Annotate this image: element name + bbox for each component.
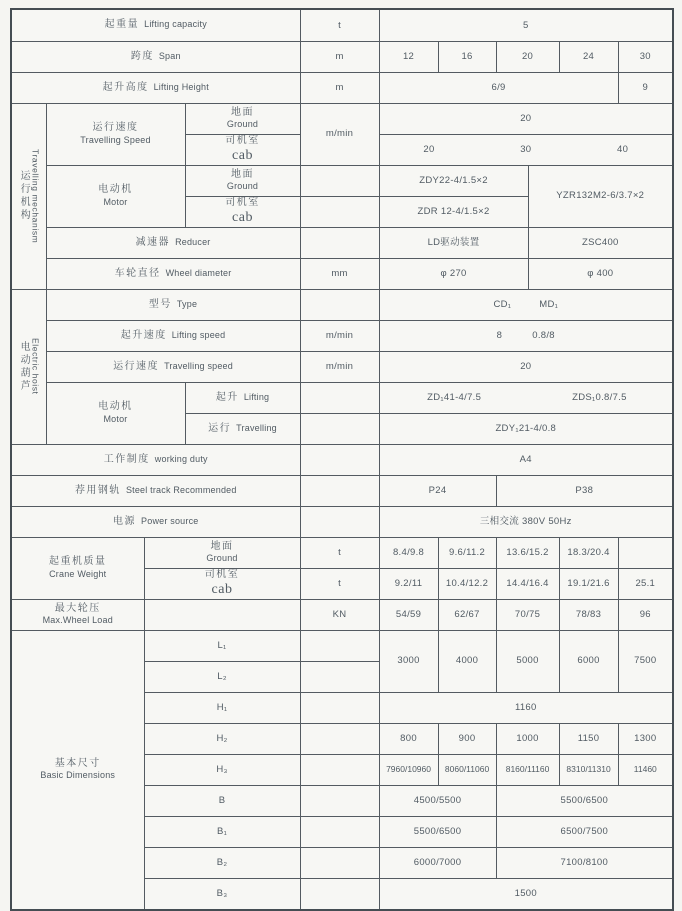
span-unit: m [300,41,379,72]
hoist-motor-lifting-label-en: Lifting [243,391,270,402]
hoist-motor-lifting-v1: ZD₁41-4/7.5 [427,391,482,403]
dim-l-30: 7500 [618,630,673,692]
hoist-type-value-pair [381,299,672,310]
dim-h3-unit-empty [300,754,379,785]
lifting-height-label-zh: 起升高度 [102,81,149,93]
row-power-source [11,506,673,537]
crane-weight-ground-label-zh: 地面 [210,540,234,552]
dim-h1-unit-empty [300,692,379,723]
reducer-label-zh: 减速器 [135,236,171,248]
wheel-diameter-left-value: φ 270 [379,258,528,289]
travelling-speed-label-zh: 运行速度 [92,122,139,134]
ground-label-en: Ground [226,119,259,130]
hoist-type-md: MD₁ [539,298,559,310]
span-value-12: 12 [379,41,438,72]
dim-b1-label: B₁ [144,816,300,847]
lifting-height-label-en: Lifting Height [153,81,209,92]
crane-weight-cab-unit: t [300,568,379,599]
steel-track-left-value: P24 [379,475,496,506]
max-wheel-load-unit: KN [300,599,379,630]
lifting-capacity-label-zh: 起重量 [104,19,140,31]
cab-speed-40: 40 [617,143,629,155]
motor-cab-label-en: cab [232,210,253,225]
dim-b-label: B [144,785,300,816]
lifting-capacity-label-en: Lifting capacity [144,19,207,30]
basic-dimensions-label-zh: 基本尺寸 [54,757,101,769]
hoist-travelling-speed-value: 20 [379,351,673,382]
wheel-diameter-label-en: Wheel diameter [165,267,232,278]
dim-b1-unit-empty [300,816,379,847]
steel-track-label-zh: 荐用钢轨 [74,484,121,496]
dim-l1-unit-empty [300,630,379,661]
hoist-motor-lifting-label [185,382,300,413]
hoist-lifting-speed-label-zh: 起升速度 [120,329,167,341]
motor-cab-label-zh: 司机室 [225,196,260,208]
hoist-lifting-speed-v1: 8 [496,329,503,341]
power-source-unit-empty [300,506,379,537]
travel-motor-ground-label [185,165,300,196]
dim-h2-unit-empty [300,723,379,754]
hoist-lifting-speed-label [46,320,300,351]
max-wheel-load-sublabel-empty [144,599,300,630]
crane-weight-cab-label-en: cab [211,582,233,597]
reducer-right-value: ZSC400 [528,227,673,258]
hoist-type-unit-empty [300,289,379,320]
crane-weight-label [11,537,144,599]
travel-motor-ground-value: ZDY22-4/1.5×2 [379,165,528,196]
reducer-label [46,227,300,258]
reducer-label-en: Reducer [175,236,211,247]
travelling-speed-cab-label [185,134,300,165]
hoist-motor-travelling-value: ZDY₁21-4/0.8 [379,413,673,444]
crane-weight-cab-20: 14.4/16.4 [496,568,559,599]
travelling-speed-label-en: Travelling Speed [80,134,151,145]
span-label [11,41,300,72]
hoist-travelling-speed-unit: m/min [300,351,379,382]
hoist-motor-lifting-pair [381,392,672,403]
power-source-label-zh: 电源 [113,515,137,527]
dim-h3-16: 8060/11060 [438,754,496,785]
motor-ground-label-zh: 地面 [231,168,255,180]
row-working-duty [11,444,673,475]
hoist-motor-lifting-unit-empty [300,382,379,413]
dim-l2-label: L₂ [144,661,300,692]
reducer-left-value: LD驱动装置 [379,227,528,258]
travel-motor-cab-unit-empty [300,196,379,227]
hoist-motor-travelling-label-zh: 运行 [208,422,232,434]
travel-motor-label-en: Motor [103,196,128,207]
hoist-lifting-speed-v2: 0.8/8 [532,329,555,341]
power-source-label [11,506,300,537]
dim-h3-20: 8160/11160 [496,754,559,785]
working-duty-label-en: working duty [154,453,208,464]
row-hoist-motor-lifting [11,382,673,413]
dim-b3-value: 1500 [379,878,673,910]
hoist-type-values [379,289,673,320]
max-wheel-load-12: 54/59 [379,599,438,630]
dim-b2-label: B₂ [144,847,300,878]
span-label-zh: 跨度 [130,50,154,62]
row-wheel-diameter [11,258,673,289]
crane-weight-cab-30: 25.1 [618,568,673,599]
dim-l-20: 5000 [496,630,559,692]
steel-track-unit-empty [300,475,379,506]
power-source-value: 三相交流 380V 50Hz [379,506,673,537]
working-duty-unit-empty [300,444,379,475]
cab-speed-30: 30 [520,143,532,155]
wheel-diameter-label-zh: 车轮直径 [114,267,161,279]
hoist-motor-label-zh: 电动机 [98,401,133,413]
working-duty-label-zh: 工作制度 [103,453,150,465]
dim-h3-30: 11460 [618,754,673,785]
lifting-capacity-unit: t [300,9,379,41]
max-wheel-load-30: 96 [618,599,673,630]
dim-h1-value: 1160 [379,692,673,723]
dim-b-left: 4500/5500 [379,785,496,816]
dim-b-unit-empty [300,785,379,816]
dim-b-right: 5500/6500 [496,785,673,816]
crane-weight-ground-20: 13.6/15.2 [496,537,559,568]
hoist-lifting-speed-label-en: Lifting speed [171,329,226,340]
dim-b1-right: 6500/7500 [496,816,673,847]
lifting-height-unit: m [300,72,379,103]
wheel-diameter-label [46,258,300,289]
hoist-lifting-speed-unit: m/min [300,320,379,351]
dim-b2-left: 6000/7000 [379,847,496,878]
wheel-diameter-unit: mm [300,258,379,289]
working-duty-label [11,444,300,475]
hoist-motor-label [46,382,185,444]
crane-weight-ground-unit: t [300,537,379,568]
hoist-travelling-speed-label-zh: 运行速度 [113,360,160,372]
row-steel-track [11,475,673,506]
max-wheel-load-16: 62/67 [438,599,496,630]
cab-speed-values [381,144,672,155]
span-value-16: 16 [438,41,496,72]
basic-dimensions-label [11,630,144,910]
crane-weight-cab-label [144,568,300,599]
hoist-type-label-zh: 型号 [148,298,172,310]
dim-h3-label: H₃ [144,754,300,785]
row-reducer [11,227,673,258]
dim-b2-unit-empty [300,847,379,878]
max-wheel-load-20: 70/75 [496,599,559,630]
wheel-diameter-right-value: φ 400 [528,258,673,289]
cab-label-zh: 司机室 [225,134,260,146]
electric-hoist-vertical-label [12,290,46,444]
crane-weight-ground-30 [618,537,673,568]
dim-l-24: 6000 [559,630,618,692]
hoist-lifting-speed-values [379,320,673,351]
dim-h3-24: 8310/11310 [559,754,618,785]
crane-weight-ground-16: 9.6/11.2 [438,537,496,568]
power-source-label-en: Power source [141,515,199,526]
section-electric-hoist [11,289,46,444]
crane-weight-cab-12: 9.2/11 [379,568,438,599]
span-label-en: Span [158,50,181,61]
dim-l1-label: L₁ [144,630,300,661]
dim-b2-right: 7100/8100 [496,847,673,878]
electric-hoist-label-en: Electric hoist [30,338,41,395]
lifting-height-value-main: 6/9 [379,72,618,103]
max-wheel-load-label [11,599,144,630]
travelling-mechanism-label-zh: 运行机构 [18,170,30,222]
travel-motor-cab-label [185,196,300,227]
row-hoist-type [11,289,673,320]
crane-weight-cab-label-zh: 司机室 [204,568,240,580]
lifting-capacity-label [11,9,300,41]
row-travel-motor-ground [11,165,673,196]
max-wheel-load-label-en: Max.Wheel Load [42,615,113,626]
hoist-travelling-speed-label-en: Travelling speed [164,360,233,371]
dim-h2-30: 1300 [618,723,673,754]
dim-h2-16: 900 [438,723,496,754]
dim-l-12: 3000 [379,630,438,692]
travelling-speed-unit: m/min [300,103,379,165]
reducer-unit-empty [300,227,379,258]
hoist-motor-label-en: Motor [103,413,128,424]
travel-motor-label-zh: 电动机 [98,184,133,196]
travelling-mechanism-vertical-label [12,104,46,289]
row-max-wheel-load [11,599,673,630]
row-hoist-lifting-speed [11,320,673,351]
crane-weight-label-en: Crane Weight [49,568,107,579]
hoist-type-label [46,289,300,320]
dim-b1-left: 5500/6500 [379,816,496,847]
dim-h2-20: 1000 [496,723,559,754]
row-dim-l1 [11,630,673,661]
hoist-motor-lifting-label-zh: 起升 [215,391,239,403]
travelling-speed-ground-label [185,103,300,134]
row-lifting-capacity [11,9,673,41]
travel-motor-label [46,165,185,227]
hoist-motor-travelling-label [185,413,300,444]
crane-weight-label-zh: 起重机质量 [49,556,107,568]
hoist-motor-travelling-unit-empty [300,413,379,444]
travel-motor-merged-value: YZR132M2-6/3.7×2 [528,165,673,227]
dim-b3-label: B₃ [144,878,300,910]
hoist-lifting-speed-pair [381,330,672,341]
motor-ground-label-en: Ground [226,181,259,192]
row-crane-weight-ground [11,537,673,568]
section-travelling-mechanism [11,103,46,289]
dim-h2-label: H₂ [144,723,300,754]
max-wheel-load-label-zh: 最大轮压 [54,602,101,614]
span-value-30: 30 [618,41,673,72]
hoist-type-cd: CD₁ [493,298,512,310]
cab-label-en: cab [232,148,253,163]
hoist-motor-lifting-v2: ZDS₁0.8/7.5 [572,391,627,403]
steel-track-label [11,475,300,506]
hoist-travelling-speed-label [46,351,300,382]
span-value-24: 24 [559,41,618,72]
row-travel-speed-ground [11,103,673,134]
dim-h2-12: 800 [379,723,438,754]
working-duty-value: A4 [379,444,673,475]
crane-weight-ground-label [144,537,300,568]
lifting-height-value-30: 9 [618,72,673,103]
row-span [11,41,673,72]
dim-l2-unit-empty [300,661,379,692]
lifting-capacity-value: 5 [379,9,673,41]
row-lifting-height [11,72,673,103]
dim-h3-12: 7960/10960 [379,754,438,785]
max-wheel-load-24: 78/83 [559,599,618,630]
travel-motor-cab-value: ZDR 12-4/1.5×2 [379,196,528,227]
dim-h2-24: 1150 [559,723,618,754]
crane-weight-cab-24: 19.1/21.6 [559,568,618,599]
crane-weight-ground-12: 8.4/9.8 [379,537,438,568]
crane-weight-ground-label-en: Ground [206,553,238,564]
steel-track-right-value: P38 [496,475,673,506]
dim-b3-unit-empty [300,878,379,910]
ground-label-zh: 地面 [231,106,255,118]
crane-weight-ground-24: 18.3/20.4 [559,537,618,568]
basic-dimensions-label-en: Basic Dimensions [40,770,116,781]
row-hoist-travelling-speed [11,351,673,382]
hoist-type-label-en: Type [176,298,198,309]
dim-h1-label: H₁ [144,692,300,723]
travelling-speed-ground-value: 20 [379,103,673,134]
steel-track-label-en: Steel track Recommended [125,484,237,495]
travelling-speed-label [46,103,185,165]
travel-motor-ground-unit-empty [300,165,379,196]
crane-weight-cab-16: 10.4/12.2 [438,568,496,599]
dim-l-16: 4000 [438,630,496,692]
lifting-height-label [11,72,300,103]
electric-hoist-label-zh: 电动葫芦 [18,340,30,393]
travelling-speed-cab-values [379,134,673,165]
cab-speed-20: 20 [423,143,435,155]
span-value-20: 20 [496,41,559,72]
crane-spec-table [10,8,674,911]
hoist-motor-travelling-label-en: Travelling [236,422,277,433]
travelling-mechanism-label-en: Travelling mechanism [30,148,41,244]
hoist-motor-lifting-values [379,382,673,413]
